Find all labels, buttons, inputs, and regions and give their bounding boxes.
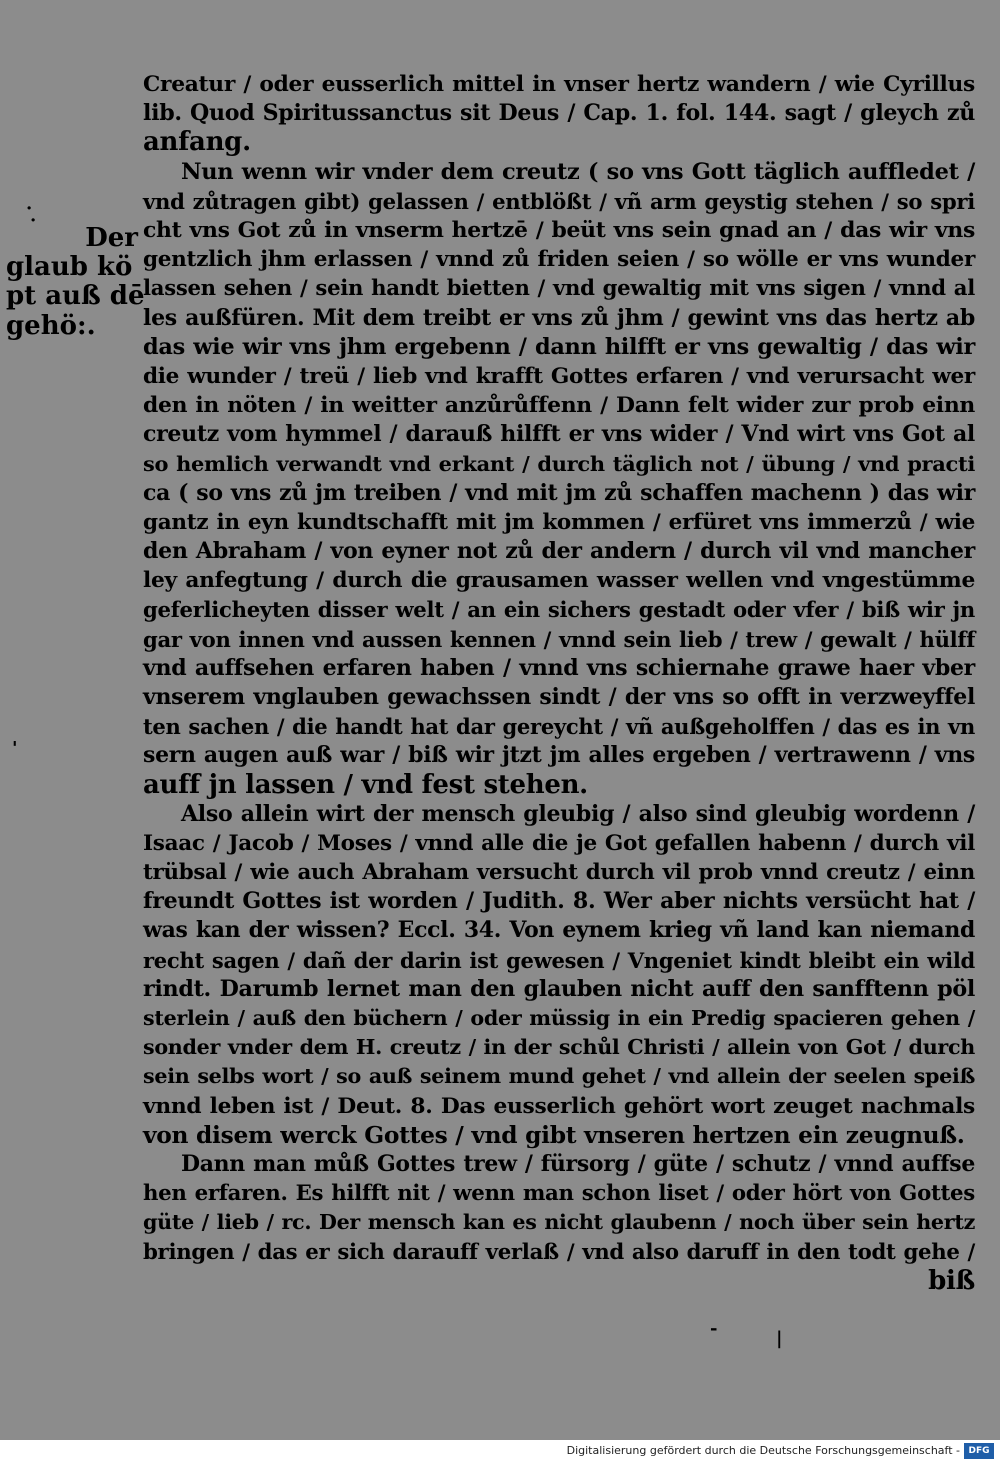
text-line: lassen sehen / sein handt bietten / vnd gewaltig mit vns sigen / vnnd al <box>143 276 975 302</box>
text-line: sterlein / auß den büchern / oder müssig in ein Predig spacieren gehen / <box>143 1006 975 1030</box>
text-line: ley anfegtung / durch die grausamen wasser wellen vnd vngestümme <box>143 568 975 594</box>
text-line: was kan der wissen? Eccl. 34. Von eynem krieg vñ land kan niemand <box>143 917 975 944</box>
text-line: Dann man můß Gottes trew / fürsorg / güte / schutz / vnnd auffse <box>181 1150 975 1177</box>
text-line: so hemlich verwandt vnd erkant / durch täglich not / übung / vnd practi <box>143 451 975 477</box>
text-line: recht sagen / dañ der darin ist gewesen / Vngeniet kindt bleibt ein wild <box>143 947 975 973</box>
text-line: sonder vnder dem H. creutz / in der schůl Christi / allein von Got / durch <box>143 1035 975 1060</box>
text-line: Isaac / Jacob / Moses / vnnd alle die je Got gefallen habenn / durch vil <box>143 830 975 856</box>
text-line: freundt Gottes ist worden / Judith. 8. Wer aber nichts versücht hat / <box>143 888 975 915</box>
text-line: gentzlich jhm erlassen / vnnd zů friden seien / so wölle er vns wunder <box>143 247 975 273</box>
text-line: vnd auffsehen erfaren haben / vnnd vns schiernahe grawe haer vber <box>143 654 975 681</box>
funding-credit: Digitalisierung gefördert durch die Deutsche Forschungsgemeinschaft - <box>566 1444 960 1457</box>
text-line: den in nöten / in weitter anzůrůffenn / Dann felt wider zur prob einn <box>143 392 975 419</box>
scan-speck: ' <box>12 738 18 759</box>
scan-speck: · <box>30 210 37 231</box>
text-line: vnserem vnglauben gewachssen sindt / der vns so offt in verzweyffel <box>143 683 975 710</box>
body-text <box>143 70 975 1296</box>
text-line: cht vns Got zů in vnserm hertzē / beüt vns sein gnad an / das wir vns <box>143 216 975 243</box>
text-line: Creatur / oder eusserlich mittel in vnser hertz wandern / wie Cyrillus <box>143 72 975 97</box>
text-line: gar von innen vnd aussen kennen / vnnd sein lieb / trew / gewalt / hülff <box>143 626 975 652</box>
scan-speck: - <box>710 1318 718 1339</box>
scan-speck: | <box>776 1328 783 1349</box>
text-line: sern augen auß war / biß wir jtzt jm alles ergeben / vertrawenn / vns <box>143 742 975 769</box>
text-line: das wie wir vns jhm ergebenn / dann hilfft er vns gewaltig / das wir <box>143 333 975 360</box>
text-line: creutz vom hymmel / darauß hilfft er vns wider / Vnd wirt vns Got al <box>143 421 975 448</box>
scan-speck: · <box>26 198 33 219</box>
marginal-note <box>6 223 145 341</box>
text-line: geferlicheyten disser welt / an ein sichers gestadt oder vfer / biß wir jn <box>143 597 975 623</box>
text-line: ten sachen / die handt hat dar gereycht / vñ außgeholffen / das es in vn <box>143 714 975 740</box>
text-line: bringen / das er sich darauff verlaß / vnd also daruff in den todt gehe / <box>143 1239 975 1265</box>
text-line: den Abraham / von eyner not zů der andern / durch vil vnd mancher <box>143 538 975 564</box>
text-line: vnd zůtragen gibt) gelassen / entblößt / vñ arm geystig stehen / so spri <box>143 188 975 214</box>
text-line: trübsal / wie auch Abraham versucht durch vil prob vnnd creutz / einn <box>143 860 975 886</box>
text-line: vnnd leben ist / Deut. 8. Das eusserlich gehört wort zeuget nachmals <box>143 1093 975 1119</box>
text-line: les außfüren. Mit dem treibt er vns zů jhm / gewint vns das hertz ab <box>143 304 975 331</box>
text-line: gantz in eyn kundtschafft mit jm kommen / erfüret vns immerzů / wie <box>143 509 975 535</box>
text-line: rindt. Darumb lernet man den glauben nicht auff den sanfftenn pöl <box>143 975 975 1002</box>
text-line: güte / lieb / rc. Der mensch kan es nicht glaubenn / noch über sein hertz <box>143 1210 975 1235</box>
text-line: von disem werck Gottes / vnd gibt vnseren hertzen ein zeugnuß. <box>143 1120 965 1149</box>
text-line: sein selbs wort / so auß seinem mund gehet / vnd allein der seelen speiß <box>143 1064 975 1089</box>
marginal-line: pt auß dē <box>6 281 145 312</box>
text-line: Also allein wirt der mensch gleubig / also sind gleubig wordenn / <box>181 800 975 827</box>
footer-bar <box>0 1440 1000 1464</box>
text-line: anfang. <box>143 127 251 158</box>
text-line: die wunder / treü / lieb vnd krafft Gottes erfaren / vnd verursacht wer <box>143 363 975 389</box>
marginal-line: Der <box>85 223 138 253</box>
text-line: lib. Quod Spiritussanctus sit Deus / Cap. 1. fol. 144. sagt / gleych zů <box>143 100 975 127</box>
catchword: biß <box>928 1265 975 1296</box>
dfg-logo: DFG <box>964 1443 994 1459</box>
text-line: ca ( so vns zů jm treiben / vnd mit jm zů schaffen machenn ) das wir <box>143 479 975 506</box>
text-line: auff jn lassen / vnd fest stehen. <box>143 769 588 800</box>
marginal-line: glaub kö <box>6 252 133 283</box>
marginal-line: gehö:. <box>6 310 96 341</box>
text-line: hen erfaren. Es hilfft nit / wenn man schon liset / oder hört von Gottes <box>143 1181 975 1207</box>
text-line: Nun wenn wir vnder dem creutz ( so vns Gott täglich auffledet / <box>181 158 975 185</box>
